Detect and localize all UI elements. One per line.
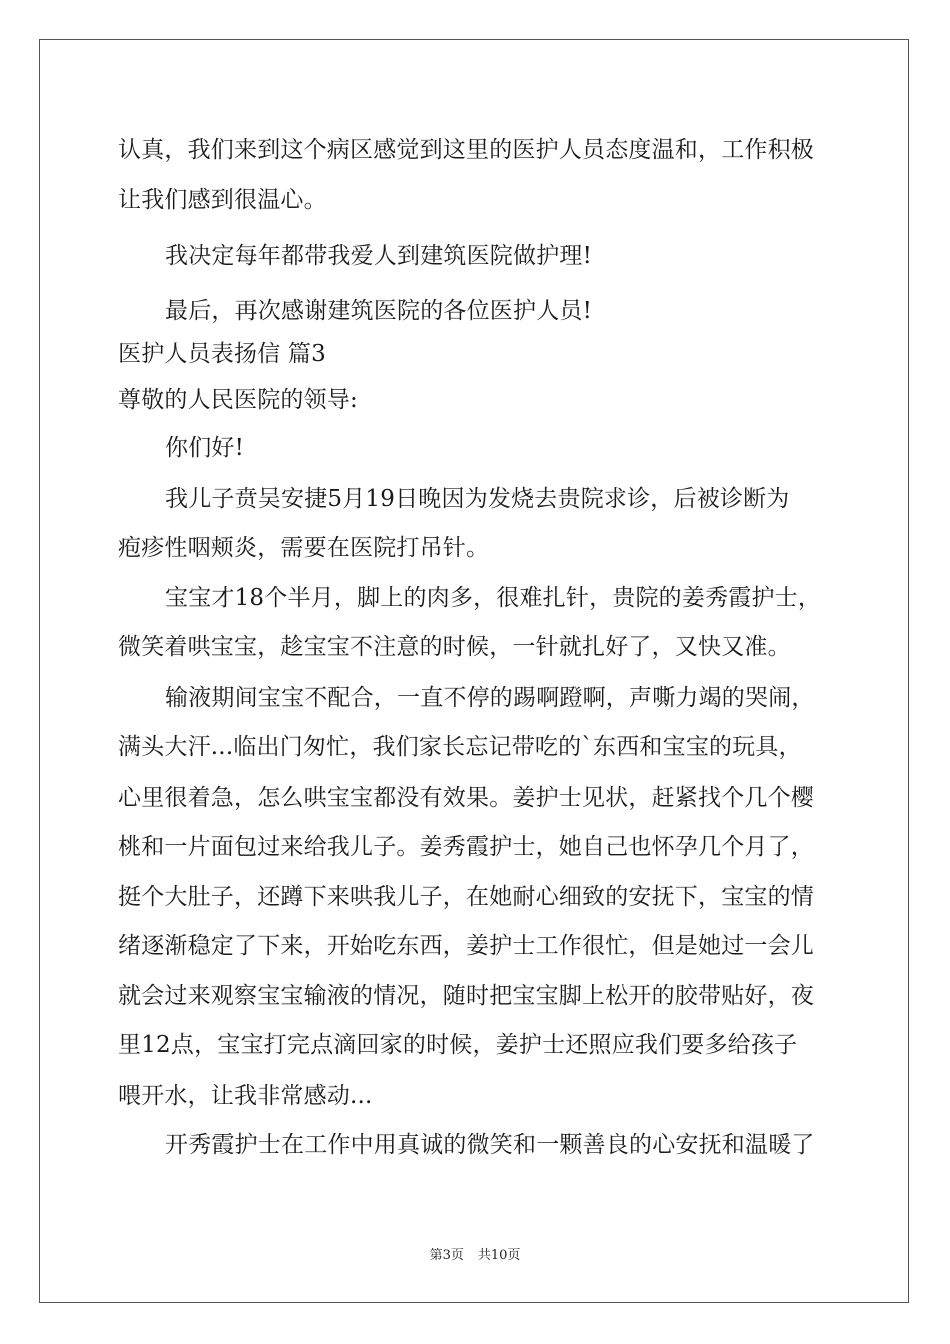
paragraph-line: 微笑着哄宝宝，趁宝宝不注意的时候，一针就扎好了，又快又准。	[118, 634, 791, 660]
paragraph-line: 输液期间宝宝不配合，一直不停的踢啊蹬啊，声嘶力竭的哭闹，	[165, 685, 815, 711]
paragraph-line: 挺个大肚子，还蹲下来哄我儿子，在她耐心细致的安抚下，宝宝的情	[118, 884, 814, 910]
paragraph-line: 满头大汗...临出门匆忙，我们家长忘记带吃的`东西和宝宝的玩具，	[118, 734, 802, 760]
paragraph-line: 开秀霞护士在工作中用真诚的微笑和一颗善良的心安抚和温暖了	[165, 1132, 815, 1158]
paragraph-line: 疱疹性咽颊炎，需要在医院打吊针。	[118, 535, 490, 561]
paragraph-line: 宝宝才18个半月，脚上的肉多，很难扎针，贵院的姜秀霞护士，	[165, 585, 822, 611]
section-heading: 医护人员表扬信 篇3	[118, 341, 326, 367]
paragraph-line: 最后，再次感谢建筑医院的各位医护人员!	[165, 298, 593, 324]
paragraph-line: 里12点，宝宝打完点滴回家的时候，姜护士还照应我们要多给孩子	[118, 1032, 798, 1058]
paragraph-line: 我儿子贲吴安捷5月19日晚因为发烧去贵院求诊，后被诊断为	[165, 486, 790, 512]
paragraph-line: 喂开水，让我非常感动...	[118, 1083, 373, 1109]
paragraph-line: 就会过来观察宝宝输液的情况，随时把宝宝脚上松开的胶带贴好，夜	[118, 983, 814, 1009]
salutation: 尊敬的人民医院的领导:	[118, 387, 358, 413]
page-total: 共10页	[477, 1248, 521, 1263]
paragraph-line: 心里很着急，怎么哄宝宝都没有效果。姜护士见状，赶紧找个几个樱	[118, 785, 814, 811]
paragraph-line: 认真，我们来到这个病区感觉到这里的医护人员态度温和，工作积极	[118, 137, 814, 163]
greeting: 你们好!	[165, 435, 245, 461]
paragraph-line: 我决定每年都带我爱人到建筑医院做护理!	[165, 243, 593, 269]
page-border	[39, 39, 909, 1303]
paragraph-line: 绪逐渐稳定了下来，开始吃东西，姜护士工作很忙，但是她过一会儿	[118, 933, 814, 959]
page-footer	[0, 1247, 950, 1265]
paragraph-line: 桃和一片面包过来给我儿子。姜秀霞护士，她自己也怀孕几个月了，	[118, 834, 814, 860]
paragraph-line: 让我们感到很温心。	[118, 187, 327, 213]
page-number: 第3页	[429, 1248, 464, 1263]
